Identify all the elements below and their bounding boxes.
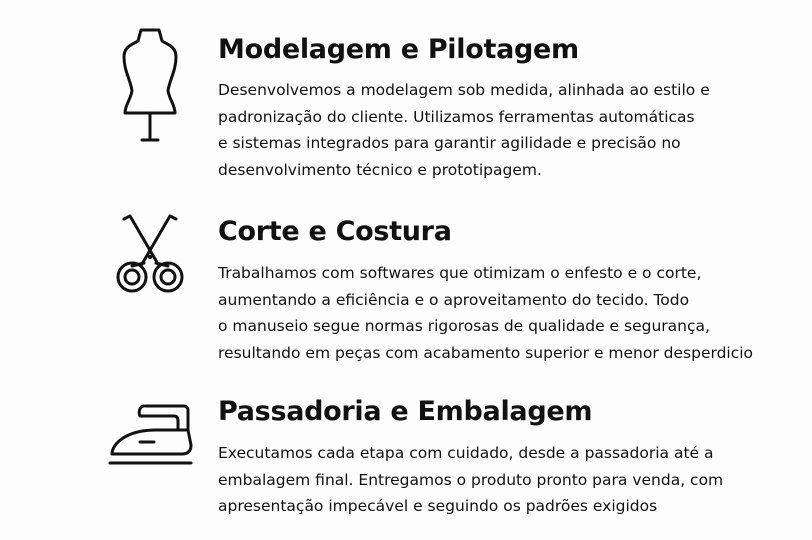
description-line: embalagem final. Entregamos o produto pronto para venda, com [218,470,724,489]
iron-icon [100,390,200,510]
service-passadoria-embalagem [0,385,812,535]
service-modelagem [0,0,812,190]
description-line: e sistemas integrados para garantir agilidade e precisão no [218,134,681,152]
description-line: Executamos cada etapa com cuidado, desde a passadoria até a [218,444,714,462]
service-description [218,260,798,366]
service-title: Modelagem e Pilotagem [218,34,579,65]
service-title: Passadoria e Embalagem [218,396,593,427]
scissors-icon [100,210,200,330]
description-line: o manuseio segue normas rigorosas de qualidade e segurança, [218,317,710,335]
service-description [218,440,798,520]
description-line: padronização do cliente. Utilizamos ferramentas automáticas [218,107,695,126]
description-line: Trabalhamos com softwares que otimizam o enfesto e o corte, [218,264,702,282]
description-line: desenvolvimento técnico e prototipagem. [218,160,542,179]
service-description [218,77,798,183]
description-line: resultando em peças com acabamento superior e menor desperdicio [218,343,754,362]
description-line: Desenvolvemos a modelagem sob medida, alinhada ao estilo e [218,81,710,99]
service-corte-costura [0,195,812,375]
description-line: aumentando a eficiência e o aproveitamento do tecido. Todo [218,290,690,309]
dress-form-icon [100,25,200,145]
service-title: Corte e Costura [218,216,452,247]
description-line: apresentação impecável e seguindo os padrões exigidos [218,497,658,515]
